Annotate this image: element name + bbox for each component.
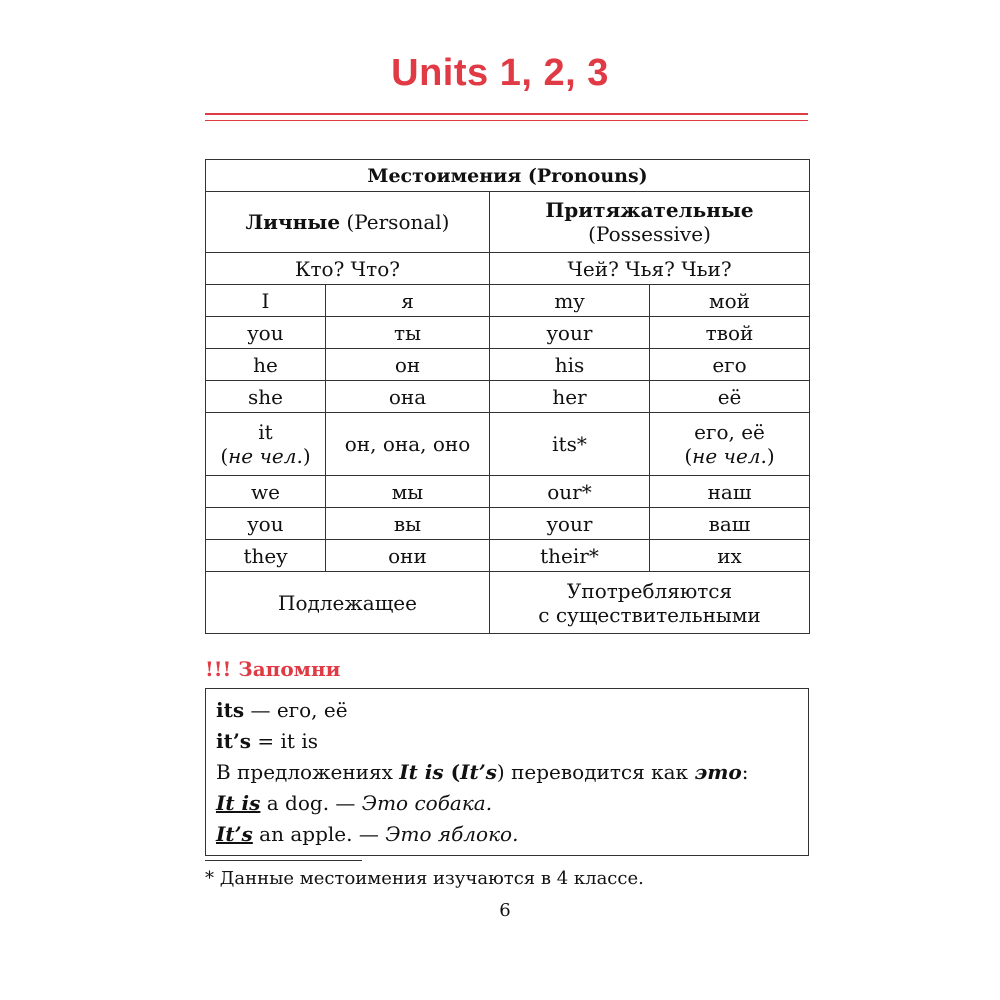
footnote-rule <box>205 860 362 861</box>
possessive-header <box>490 192 810 253</box>
possessive-ru: его, её (не чел.) <box>650 413 810 476</box>
remember-title: !!! Запомни <box>205 657 341 681</box>
possessive-en: his <box>490 349 650 381</box>
pronoun-ru: они <box>326 540 490 572</box>
pronoun-en: I <box>206 285 326 317</box>
pronoun-en: you <box>206 508 326 540</box>
personal-header-en: (Personal) <box>340 210 450 234</box>
example-text: an apple. — <box>252 822 386 846</box>
possessive-ru-note: не чел. <box>692 444 767 468</box>
possessive-en: her <box>490 381 650 413</box>
possessive-en: their* <box>490 540 650 572</box>
pronoun-ru: она <box>326 381 490 413</box>
pronouns-table <box>205 159 810 634</box>
possessive-question: Чей? Чья? Чьи? <box>490 253 810 285</box>
term: its <box>216 698 245 722</box>
text: В предложениях <box>216 760 400 784</box>
possessive-en: our* <box>490 476 650 508</box>
pronoun-ru: мы <box>326 476 490 508</box>
pronoun-ru: ты <box>326 317 490 349</box>
term: It is <box>399 760 444 784</box>
pronoun-en: it (не чел.) <box>206 413 326 476</box>
definition: = it is <box>251 729 318 753</box>
table-row <box>206 413 810 476</box>
example-text: a dog. — <box>260 791 362 815</box>
table-row <box>206 285 810 317</box>
title-rule-thin <box>205 120 808 121</box>
example-translation: Это собака. <box>361 791 493 815</box>
remember-line <box>216 757 798 788</box>
pronoun-ru: он, она, оно <box>326 413 490 476</box>
footnote: * Данные местоимения изучаются в 4 классе. <box>205 868 644 889</box>
possessive-ru: её <box>650 381 810 413</box>
text: : <box>741 760 749 784</box>
possessive-en: your <box>490 317 650 349</box>
possessive-usage-line2: с существительными <box>538 602 761 627</box>
possessive-ru-word: его, её <box>694 420 765 444</box>
example-term: It is <box>216 791 261 815</box>
pronoun-en: we <box>206 476 326 508</box>
table-row <box>206 381 810 413</box>
definition: — его, её <box>244 698 348 722</box>
pronoun-en: they <box>206 540 326 572</box>
example-translation: Это яблоко. <box>385 822 519 846</box>
table-row <box>206 476 810 508</box>
pronoun-en: he <box>206 349 326 381</box>
possessive-ru: его <box>650 349 810 381</box>
table-row <box>206 317 810 349</box>
pronoun-en: she <box>206 381 326 413</box>
possessive-header-ru: Притяжательные <box>545 198 754 222</box>
example-term: It’s <box>216 822 253 846</box>
unit-title: Units 1, 2, 3 <box>391 52 609 94</box>
pronoun-en-word: it <box>258 420 273 444</box>
possessive-ru: наш <box>650 476 810 508</box>
pronoun-ru: вы <box>326 508 490 540</box>
pronoun-ru: я <box>326 285 490 317</box>
possessive-ru: мой <box>650 285 810 317</box>
pronoun-ru: он <box>326 349 490 381</box>
text: ( <box>443 760 461 784</box>
table-title: Местоимения (Pronouns) <box>206 160 810 192</box>
personal-usage: Подлежащее <box>206 572 490 634</box>
possessive-usage-line1: Употребляются <box>566 578 733 603</box>
personal-question: Кто? Что? <box>206 253 490 285</box>
remember-line <box>216 726 798 757</box>
possessive-ru: твой <box>650 317 810 349</box>
table-row <box>206 540 810 572</box>
term: это <box>694 760 742 784</box>
term: it’s <box>216 729 252 753</box>
pronoun-en: you <box>206 317 326 349</box>
table-row <box>206 349 810 381</box>
remember-line <box>216 695 798 726</box>
pronoun-en-note: не чел. <box>228 444 303 468</box>
text: ) переводится как <box>496 760 695 784</box>
title-rule-thick <box>205 113 808 115</box>
remember-line <box>216 819 798 850</box>
possessive-ru: их <box>650 540 810 572</box>
personal-header-ru: Личные <box>245 210 341 234</box>
term: It’s <box>460 760 497 784</box>
possessive-en: its* <box>490 413 650 476</box>
personal-header <box>206 192 490 253</box>
table-row <box>206 508 810 540</box>
remember-line <box>216 788 798 819</box>
possessive-header-en: (Possessive) <box>588 222 711 246</box>
page-number: 6 <box>499 900 511 921</box>
remember-box <box>205 688 809 856</box>
possessive-usage <box>490 572 810 634</box>
possessive-en: your <box>490 508 650 540</box>
possessive-en: my <box>490 285 650 317</box>
possessive-ru: ваш <box>650 508 810 540</box>
